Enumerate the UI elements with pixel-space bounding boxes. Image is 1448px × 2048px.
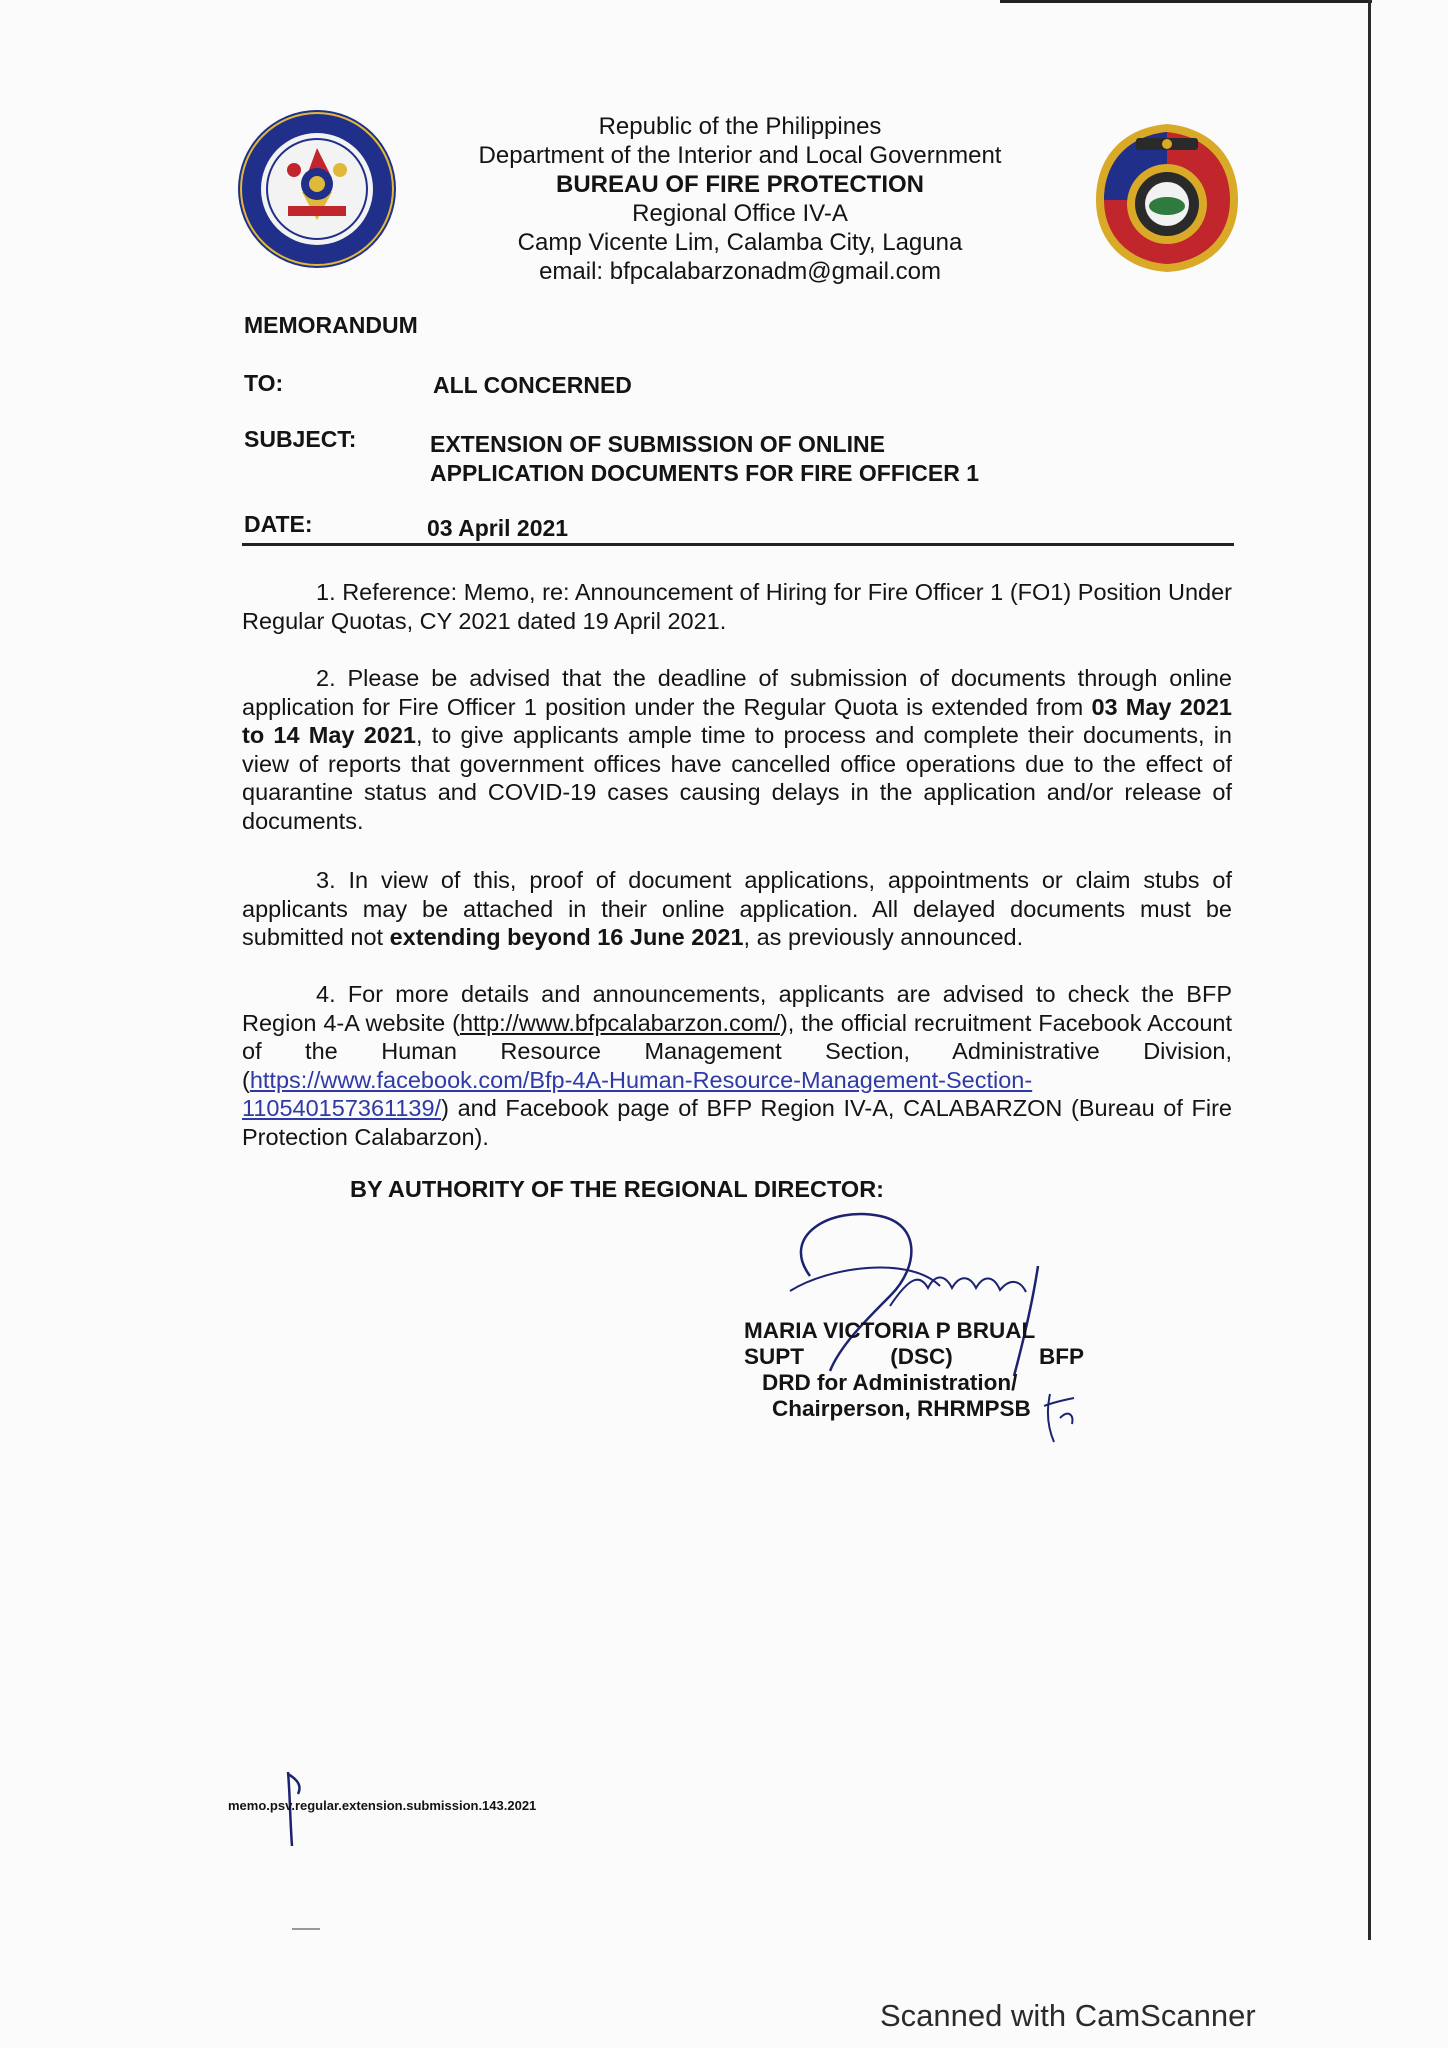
subject-value (430, 430, 979, 488)
right-edge-line (1368, 0, 1371, 1940)
date-value: 03 April 2021 (427, 515, 569, 541)
paragraph-4-text-c: ) and Facebook page of BFP Region IV-A, CALABARZON (Bureau of Fire Protection Calabarzon). (242, 1095, 1232, 1150)
subject-line-1: EXTENSION OF SUBMISSION OF ONLINE (430, 431, 885, 457)
signatory-rank-dsc: (DSC) (890, 1344, 953, 1369)
subject-label: SUBJECT: (244, 426, 357, 452)
paragraph-4 (242, 980, 1232, 1151)
top-edge-line (1000, 0, 1372, 3)
signatory-block (744, 1318, 1084, 1422)
facebook-link[interactable]: https://www.facebook.com/Bfp-4A-Human-Resource-Management-Section-110540157361139/ (242, 1066, 1033, 1121)
signatory-role: Chairperson, RHRMPSB (772, 1396, 1031, 1421)
handwritten-initial-icon (1038, 1384, 1088, 1446)
paragraph-3-deadline: extending beyond 16 June 2021 (389, 924, 744, 950)
to-label: TO: (244, 370, 284, 396)
paragraph-3 (242, 866, 1232, 952)
bureau-of-fire-protection-seal-icon (236, 108, 398, 270)
letterhead-republic: Republic of the Philippines (598, 113, 882, 140)
signatory-rank-supt: SUPT (744, 1344, 805, 1369)
letterhead-regional-office: Regional Office IV-A (632, 200, 848, 227)
signatory-name: MARIA VICTORIA P BRUAL (744, 1318, 1036, 1343)
paragraph-1 (242, 578, 1232, 635)
letterhead (400, 112, 1080, 286)
paragraph-4-text-a: 4. For more details and announcements, applicants are advised to check the BFP Region 4-A website ( (242, 981, 1232, 1036)
signatory-position: DRD for Administration/ (762, 1370, 1018, 1395)
regional-office-seal-icon (1092, 118, 1242, 276)
to-value: ALL CONCERNED (433, 372, 632, 398)
paragraph-1-text: 1. Reference: Memo, re: Announcement of Hiring for Fire Officer 1 (FO1) Position Under Regular Quotas, CY 2021 dated 19 April 2021. (242, 579, 1232, 634)
letterhead-department: Department of the Interior and Local Government (478, 142, 1002, 169)
signatory-rank-row (744, 1344, 1084, 1370)
paragraph-3-text-b: , as previously announced. (743, 924, 1024, 950)
footer-dash (292, 1928, 320, 1930)
signatory-rank-bfp: BFP (1038, 1344, 1084, 1369)
paragraph-2-text-b: , to give applicants ample time to process and complete their documents, in view of reports that government offices have cancelled office operations due to the effect of quarantine status and COVID-19 cases causing delays in the application and/or release of documents. (242, 722, 1232, 834)
paragraph-3-text-a: 3. In view of this, proof of document applications, appointments or claim stubs of applicants may be attached in their online application. All delayed documents must be submitted not (242, 867, 1232, 950)
paragraph-4-text-b: ), the official recruitment Facebook Account of the Human Resource Management Section, Administrative Division, ( (242, 1009, 1232, 1093)
authority-line: BY AUTHORITY OF THE REGIONAL DIRECTOR: (350, 1176, 885, 1202)
date-label: DATE: (244, 511, 313, 537)
letterhead-address: Camp Vicente Lim, Calamba City, Laguna (517, 229, 963, 256)
header-divider (242, 543, 1234, 546)
paragraph-2-text-a: 2. Please be advised that the deadline of submission of documents through online application for Fire Officer 1 position under the Regular Quota is extended from (242, 665, 1232, 720)
website-link[interactable]: http://www.bfpcalabarzon.com/ (459, 1009, 780, 1036)
paragraph-2-dates: 03 May 2021 to 14 May 2021 (242, 693, 1232, 748)
camscanner-watermark: Scanned with CamScanner (880, 1998, 1256, 2033)
memo-title: MEMORANDUM (244, 312, 418, 338)
subject-line-2: APPLICATION DOCUMENTS FOR FIRE OFFICER 1 (430, 460, 980, 486)
paragraph-2 (242, 664, 1232, 835)
document-code: memo.psv.regular.extension.submission.143.2021 (228, 1798, 537, 1813)
letterhead-bureau: BUREAU OF FIRE PROTECTION (555, 171, 924, 198)
letterhead-email: email: bfpcalabarzonadm@gmail.com (539, 258, 941, 285)
